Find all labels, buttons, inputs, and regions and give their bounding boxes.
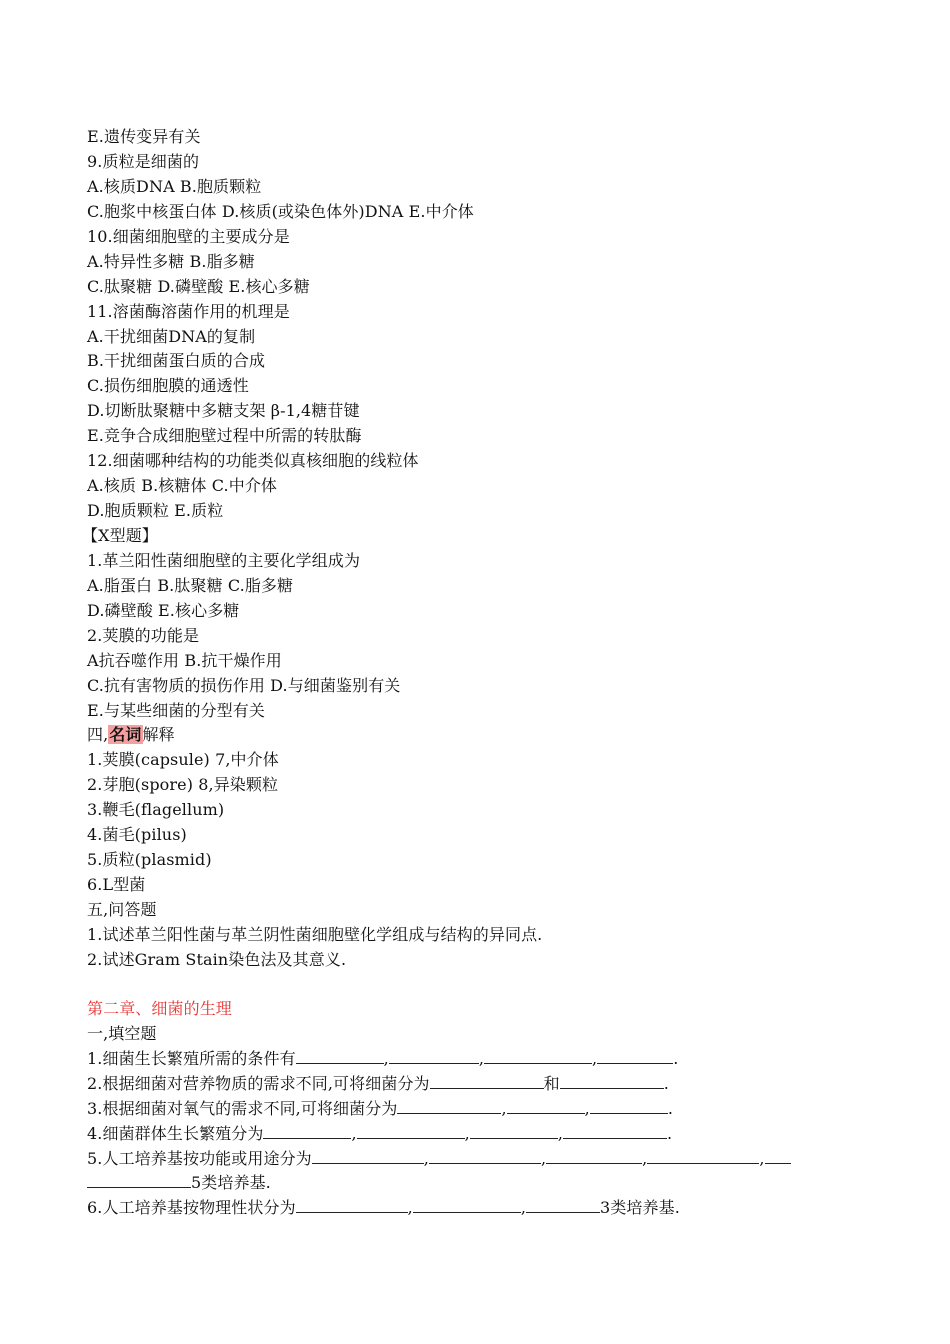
- answer-blank[interactable]: [484, 1048, 592, 1064]
- question-text: 2.根据细菌对营养物质的需求不同,可将细菌分为: [87, 1074, 430, 1093]
- fill-question-5-cont: [87, 1172, 271, 1194]
- question-end: .: [667, 1099, 674, 1118]
- answer-blank[interactable]: [389, 1048, 479, 1064]
- fill-question-6: 6.人工培养基按物理性状分为 , , 3类培养基.: [87, 1198, 680, 1217]
- fill-question-3: 3.根据细菌对氧气的需求不同,可将细菌分为 , , .: [87, 1099, 674, 1118]
- section-heading-qa: 五,问答题: [87, 900, 157, 919]
- choice-line: B.干扰细菌蛋白质的合成: [87, 351, 266, 370]
- answer-blank[interactable]: [597, 1048, 673, 1064]
- answer-blank[interactable]: [296, 1197, 408, 1213]
- question-text: 3.根据细菌对氧气的需求不同,可将细菌分为: [87, 1099, 398, 1118]
- answer-blank[interactable]: [312, 1148, 424, 1164]
- highlighted-word: 名词: [109, 725, 142, 744]
- chapter-title: 第二章、细菌的生理: [87, 999, 232, 1018]
- answer-blank[interactable]: [470, 1123, 558, 1139]
- term-line: 4.菌毛(pilus): [87, 825, 187, 844]
- question-end: 3类培养基.: [600, 1198, 680, 1217]
- choice-line: D.切断肽聚糖中多糖支架 β-1,4糖苷键: [87, 401, 360, 420]
- question-end: .: [673, 1049, 679, 1068]
- question-text: 4.细菌群体生长繁殖分为: [87, 1124, 264, 1143]
- choice-line: C.胞浆中核蛋白体 D.核质(或染色体外)DNA E.中介体: [87, 202, 474, 221]
- term-line: 2.芽胞(spore) 8,异染颗粒: [87, 775, 279, 794]
- answer-blank[interactable]: [397, 1098, 501, 1114]
- answer-blank[interactable]: [429, 1148, 541, 1164]
- choice-line: E.竞争合成细胞壁过程中所需的转肽酶: [87, 426, 362, 445]
- question-end: .: [663, 1074, 669, 1093]
- choice-line: D.磷壁酸 E.核心多糖: [87, 601, 240, 620]
- fill-question-4: 4.细菌群体生长繁殖分为 , , , .: [87, 1124, 673, 1143]
- choice-line: E.遗传变异有关: [87, 127, 201, 146]
- section-heading-terms: [87, 724, 175, 746]
- question-line: 12.细菌哪种结构的功能类似真核细胞的线粒体: [87, 451, 419, 470]
- term-line: 3.鞭毛(flagellum): [87, 800, 225, 819]
- answer-blank[interactable]: [413, 1197, 521, 1213]
- choice-line: A抗吞噬作用 B.抗干燥作用: [87, 651, 282, 670]
- question-text: 5.人工培养基按功能或用途分为: [87, 1149, 312, 1168]
- answer-blank[interactable]: [560, 1073, 664, 1089]
- answer-blank[interactable]: [430, 1073, 544, 1089]
- answer-blank[interactable]: [507, 1098, 585, 1114]
- answer-blank[interactable]: [590, 1098, 668, 1114]
- answer-blank[interactable]: [263, 1123, 351, 1139]
- heading-prefix: 四,: [87, 725, 109, 744]
- answer-blank[interactable]: [647, 1148, 759, 1164]
- question-line: 1.革兰阳性菌细胞壁的主要化学组成为: [87, 551, 361, 570]
- choice-line: A.核质 B.核糖体 C.中介体: [87, 476, 278, 495]
- question-line: 10.细菌细胞壁的主要成分是: [87, 227, 290, 246]
- question-mid: 和: [543, 1074, 560, 1093]
- term-line: 1.荚膜(capsule) 7,中介体: [87, 750, 279, 769]
- question-end: .: [667, 1124, 673, 1143]
- qa-line: 1.试述革兰阳性菌与革兰阴性菌细胞壁化学组成与结构的异同点.: [87, 925, 543, 944]
- answer-blank[interactable]: [357, 1123, 465, 1139]
- choice-line: A.核质DNA B.胞质颗粒: [87, 177, 262, 196]
- choice-line: A.脂蛋白 B.肽聚糖 C.脂多糖: [87, 576, 294, 595]
- choice-line: C.损伤细胞膜的通透性: [87, 376, 249, 395]
- answer-blank[interactable]: [296, 1048, 384, 1064]
- choice-line: D.胞质颗粒 E.质粒: [87, 501, 224, 520]
- question-text: 1.细菌生长繁殖所需的条件有: [87, 1049, 296, 1068]
- heading-suffix: 解释: [142, 725, 175, 744]
- answer-blank[interactable]: [563, 1123, 667, 1139]
- choice-line: E.与某些细菌的分型有关: [87, 701, 265, 720]
- fill-question-5: 5.人工培养基按功能或用途分为 , , , ,: [87, 1148, 791, 1170]
- question-text: 6.人工培养基按物理性状分为: [87, 1198, 296, 1217]
- term-line: 6.L型菌: [87, 875, 146, 894]
- subsection-heading: 一,填空题: [87, 1024, 157, 1043]
- answer-blank[interactable]: [87, 1172, 191, 1188]
- choice-line: C.抗有害物质的损伤作用 D.与细菌鉴别有关: [87, 676, 401, 695]
- question-end: 5类培养基.: [191, 1173, 271, 1192]
- answer-blank[interactable]: [765, 1148, 791, 1164]
- section-heading-x-type: 【X型题】: [82, 526, 158, 545]
- answer-blank[interactable]: [526, 1197, 600, 1213]
- answer-blank[interactable]: [546, 1148, 642, 1164]
- choice-line: C.肽聚糖 D.磷壁酸 E.核心多糖: [87, 277, 310, 296]
- fill-question-2: [87, 1073, 669, 1095]
- qa-line: 2.试述Gram Stain染色法及其意义.: [87, 950, 347, 969]
- fill-question-1: 1.细菌生长繁殖所需的条件有 , , , .: [87, 1049, 679, 1068]
- question-line: 11.溶菌酶溶菌作用的机理是: [87, 302, 290, 321]
- choice-line: A.干扰细菌DNA的复制: [87, 327, 256, 346]
- question-line: 9.质粒是细菌的: [87, 152, 200, 171]
- choice-line: A.特异性多糖 B.脂多糖: [87, 252, 255, 271]
- question-line: 2.荚膜的功能是: [87, 626, 200, 645]
- term-line: 5.质粒(plasmid): [87, 850, 212, 869]
